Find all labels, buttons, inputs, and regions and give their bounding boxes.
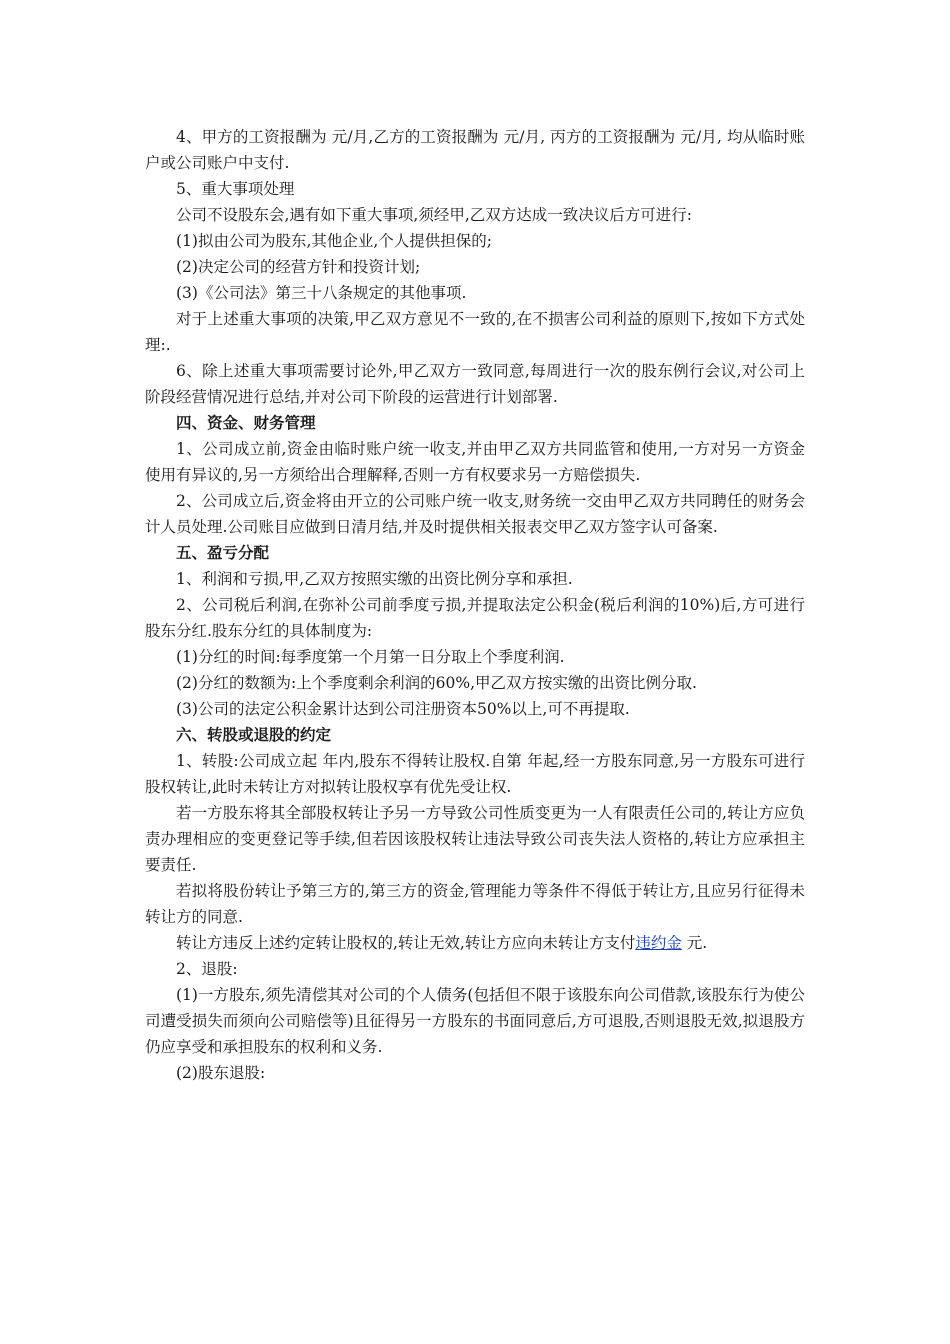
paragraph-withdrawal-title: 2、退股:: [176, 960, 238, 978]
list-item-guarantee: (1)拟由公司为股东,其他企业,个人提供担保的;: [176, 232, 493, 250]
paragraph-after-tax-profit: 2、公司税后利润,在弥补公司前季度亏损,并提取法定公积金(税后利润的10%)后,方可进行股东分红.股东分红的具体制度为:: [145, 596, 805, 640]
list-item-withdrawal-conditions: (1)一方股东,须先清偿其对公司的个人债务(包括但不限于该股东向公司借款,该股东行为使公司遭受损失而须向公司赔偿等)且征得另一方股东的书面同意后,方可退股,否则退股无效,拟退股方仍应享受和承担股东的权利和义务.: [145, 986, 805, 1056]
paragraph-salary: 4、甲方的工资报酬为 元/月,乙方的工资报酬为 元/月, 丙方的工资报酬为 元/月, 均从临时账户或公司账户中支付.: [145, 128, 805, 172]
paragraph-disagreement: 对于上述重大事项的决策,甲乙双方意见不一致的,在不损害公司利益的原则下,按如下方式处理:.: [145, 310, 805, 354]
list-item-reserve: (3)公司的法定公积金累计达到公司注册资本50%以上,可不再提取.: [176, 700, 630, 718]
penalty-link[interactable]: 违约金: [635, 934, 682, 952]
list-item-company-law: (3)《公司法》第三十八条规定的其他事项.: [176, 284, 467, 302]
paragraph-single-shareholder: 若一方股东将其全部股权转让予另一方导致公司性质变更为一人有限责任公司的,转让方应负责办理相应的变更登记等手续,但若因该股权转让违法导致公司丧失法人资格的,转让方应承担主要责任.: [145, 804, 805, 874]
list-item-policy: (2)决定公司的经营方针和投资计划;: [176, 258, 421, 276]
paragraph-major-matters-title: 5、重大事项处理: [176, 180, 295, 198]
paragraph-third-party: 若拟将股份转让予第三方的,第三方的资金,管理能力等条件不得低于转让方,且应另行征得未转让方的同意.: [145, 882, 805, 926]
paragraph-before-establishment: 1、公司成立前,资金由临时账户统一收支,并由甲乙双方共同监管和使用,一方对另一方资金使用有异议的,另一方须给出合理解释,否则一方有权要求另一方赔偿损失.: [145, 440, 805, 484]
section-heading-share-transfer: 六、转股或退股的约定: [176, 726, 332, 744]
paragraph-after-establishment: 2、公司成立后,资金将由开立的公司账户统一收支,财务统一交由甲乙双方共同聘任的财务会计人员处理.公司账目应做到日清月结,并及时提供相关报表交甲乙双方签字认可备案.: [145, 492, 805, 536]
paragraph-violation: [145, 930, 805, 956]
list-item-dividend-time: (1)分红的时间:每季度第一个月第一日分取上个季度利润.: [176, 648, 565, 666]
paragraph-profit-loss: 1、利润和亏损,甲,乙双方按照实缴的出资比例分享和承担.: [176, 570, 573, 588]
paragraph-weekly-meeting: 6、除上述重大事项需要讨论外,甲乙双方一致同意,每周进行一次的股东例行会议,对公司上阶段经营情况进行总结,并对公司下阶段的运营进行计划部署.: [145, 362, 805, 406]
paragraph-transfer: 1、转股:公司成立起 年内,股东不得转让股权.自第 年起,经一方股东同意,另一方股东可进行股权转让,此时未转让方对拟转让股权享有优先受让权.: [145, 752, 805, 796]
violation-text: 转让方违反上述约定转让股权的,转让无效,转让方应向未转让方支付: [176, 934, 636, 952]
paragraph-major-matters-intro: 公司不设股东会,遇有如下重大事项,须经甲,乙双方达成一致决议后方可进行:: [176, 206, 693, 224]
list-item-shareholder-withdrawal: (2)股东退股:: [176, 1064, 266, 1082]
list-item-dividend-amount: (2)分红的数额为:上个季度剩余利润的60%,甲乙双方按实缴的出资比例分取.: [176, 674, 697, 692]
section-heading-profit: 五、盈亏分配: [176, 544, 270, 562]
section-heading-finance: 四、资金、财务管理: [176, 414, 316, 432]
violation-suffix: 元.: [681, 934, 708, 952]
document-page: [145, 124, 805, 1086]
